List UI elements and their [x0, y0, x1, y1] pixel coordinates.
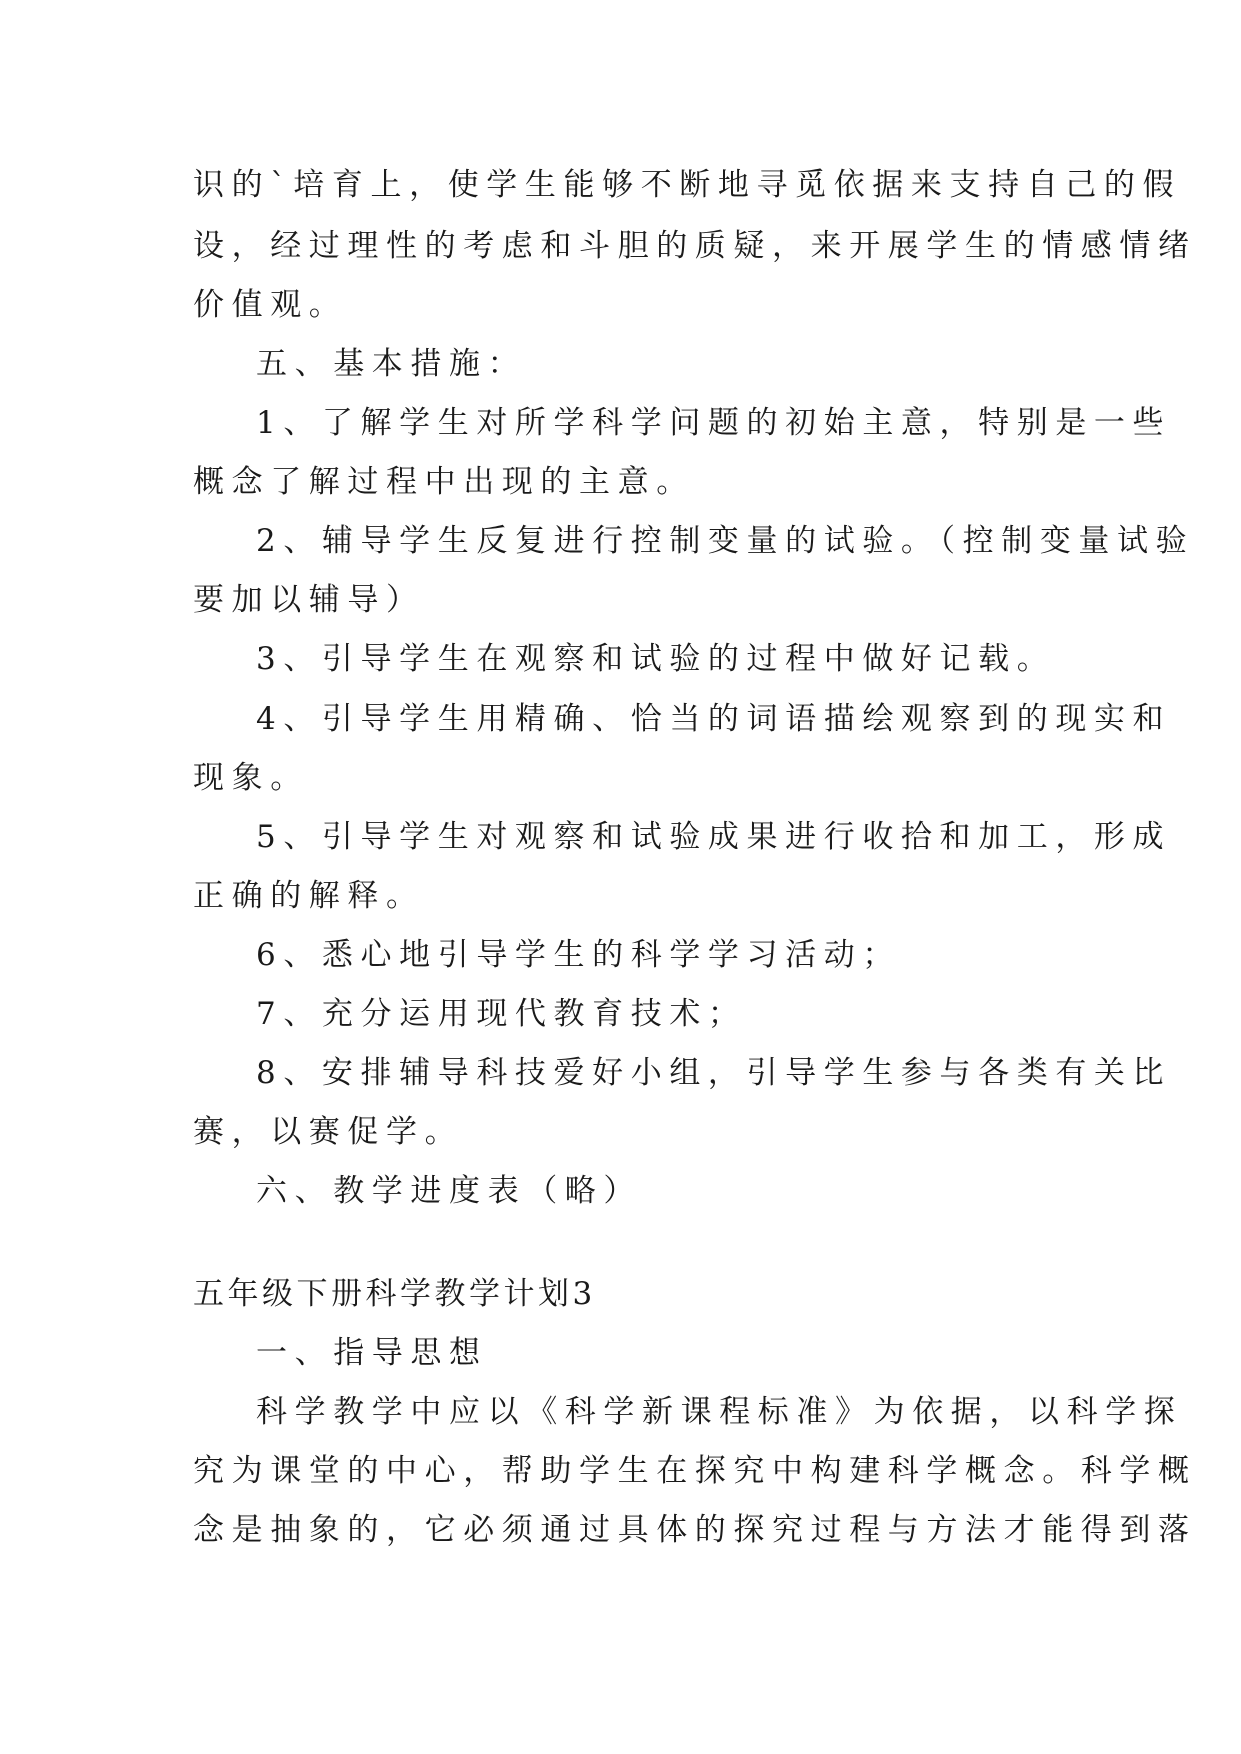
text-line: 赛，以赛促学。 [193, 1114, 464, 1150]
text-line: 念是抽象的，它必须通过具体的探究过程与方法才能得到落 [193, 1512, 1197, 1548]
text-line: 5、引导学生对观察和试验成果进行收拾和加工，形成 [256, 819, 1172, 855]
text-line: 要加以辅导） [193, 582, 425, 618]
section-heading: 六、教学进度表（略） [256, 1173, 642, 1209]
text-line: 科学教学中应以《科学新课程标准》为依据，以科学探 [256, 1394, 1183, 1430]
text-line: 8、安排辅导科技爱好小组，引导学生参与各类有关比 [256, 1055, 1172, 1091]
text-line: 1、了解学生对所学科学问题的初始主意，特别是一些 [256, 405, 1172, 441]
text-line: 识的`培育上，使学生能够不断地寻觅依据来支持自己的假 [193, 167, 1182, 203]
text-line: 设，经过理性的考虑和斗胆的质疑，来开展学生的情感情绪 [193, 228, 1197, 264]
text-line: 7、充分运用现代教育技术； [256, 996, 747, 1032]
text-line: 6、悉心地引导学生的科学学习活动； [256, 937, 901, 973]
text-line: 究为课堂的中心，帮助学生在探究中构建科学概念。科学概 [193, 1453, 1197, 1489]
section-heading: 五、基本措施： [256, 346, 527, 382]
text-line: 3、引导学生在观察和试验的过程中做好记载。 [256, 641, 1056, 677]
text-line: 概念了解过程中出现的主意。 [193, 464, 695, 500]
text-line: 4、引导学生用精确、恰当的词语描绘观察到的现实和 [256, 701, 1172, 737]
document-title: 五年级下册科学教学计划3 [193, 1276, 596, 1312]
text-line: 价值观。 [193, 287, 348, 323]
text-line: 现象。 [193, 760, 309, 796]
text-line: 2、辅导学生反复进行控制变量的试验。（控制变量试验 [256, 523, 1195, 559]
text-line: 正确的解释。 [193, 878, 425, 914]
section-heading: 一、指导思想 [256, 1335, 488, 1371]
